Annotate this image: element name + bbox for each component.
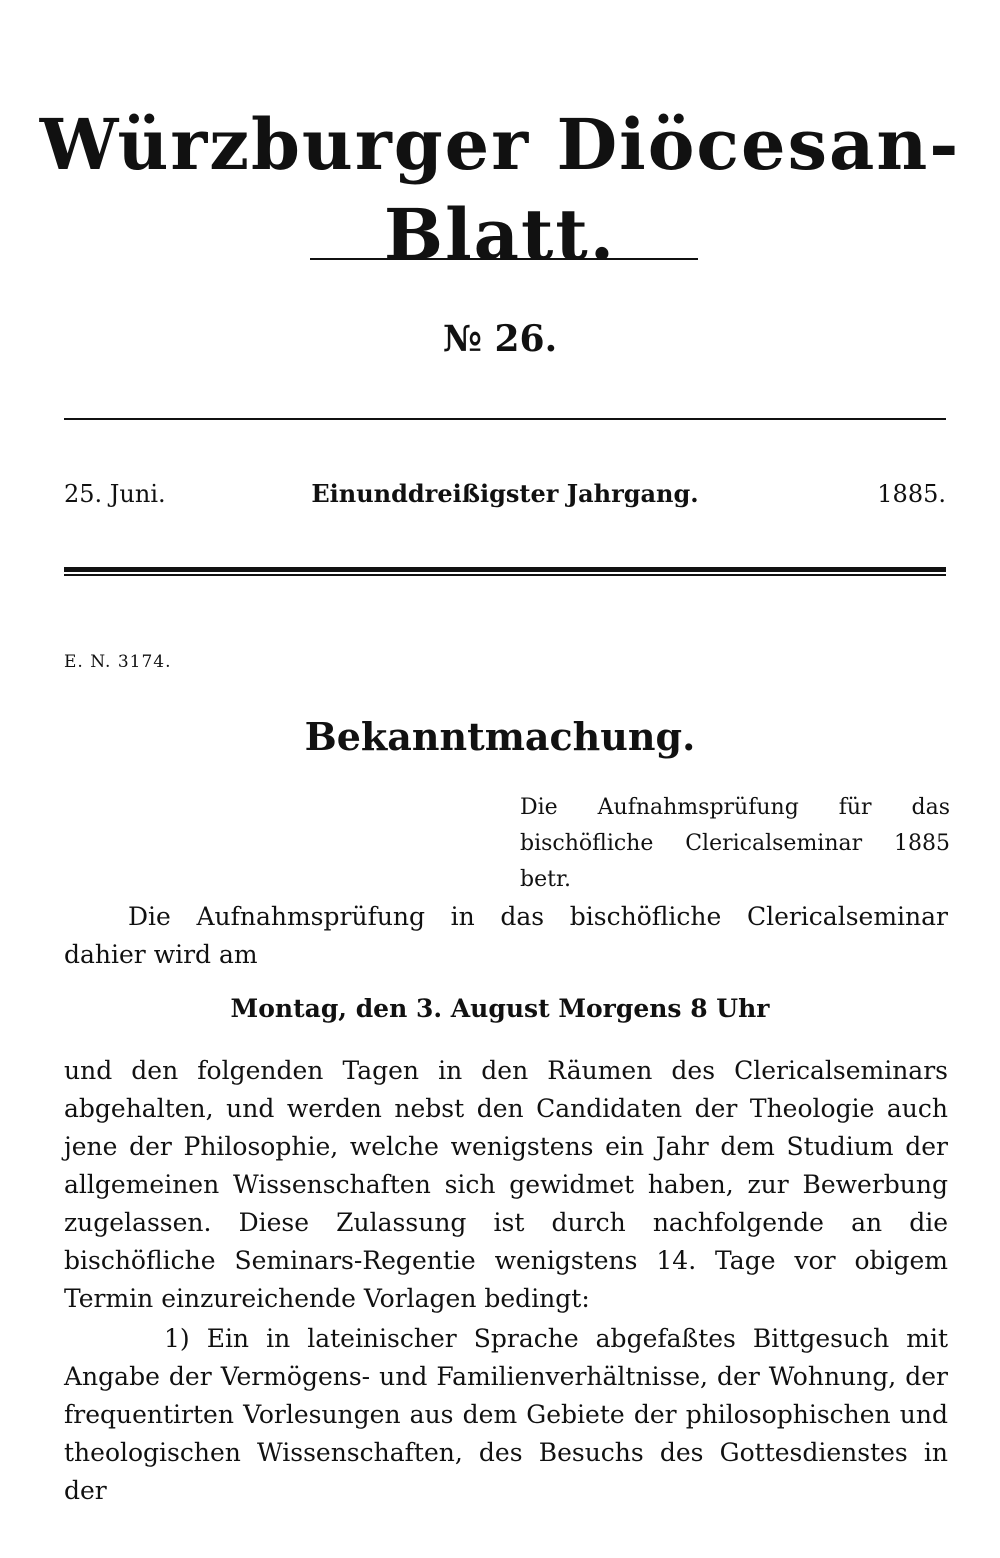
volume-label: Einunddreißigster Jahrgang. [311,479,699,508]
header-rule-thick [64,567,946,572]
header-rule-thin [64,574,946,576]
issue-date: 25. Juni. [64,480,166,508]
notice-reference: E. N. 3174. [64,652,172,672]
masthead-divider [310,258,698,260]
exam-date: Montag, den 3. August Morgens 8 Uhr [230,994,770,1023]
masthead-title: Würzburger Diöcesan-Blatt. [39,103,961,276]
notice-intro: Die Aufnahmsprüfung in das bischöfliche Clericalseminar dahier wird am [64,902,948,969]
issue-number: № 26. [442,318,558,360]
notice-heading: Bekanntmachung. [304,714,696,759]
requirement-item-1: 1) Ein in lateinischer Sprache abgefaßtes Bittgesuch mit Angabe der Vermögens- und Familienverhältnisse, der Wohnung, der frequentirten Vorlesungen aus dem Gebiete der philosophischen und theologischen Wissenschaften, des Besuchs des Gottesdienstes in der [64,1324,948,1505]
notice-paragraph: und den folgenden Tagen in den Räumen des Clericalseminars abgehalten, und werden nebst den Candidaten der Theologie auch jene der Philosophie, welche wenigstens ein Jahr dem Studium der allgemeinen Wissenschaften sich gewidmet haben, zur Bewerbung zugelassen. Diese Zulassung ist durch nachfolgende an die bischöfliche Seminars-Regentie wenigstens 14. Tage vor obigem Termin einzureichende Vorlagen bedingt: [64,1056,948,1313]
notice-subject: Die Aufnahmsprüfung für das bischöfliche Clericalseminar 1885 betr. [520,795,950,892]
issue-year: 1885. [877,480,946,508]
header-rule-top [64,418,946,420]
dateline [64,474,946,514]
